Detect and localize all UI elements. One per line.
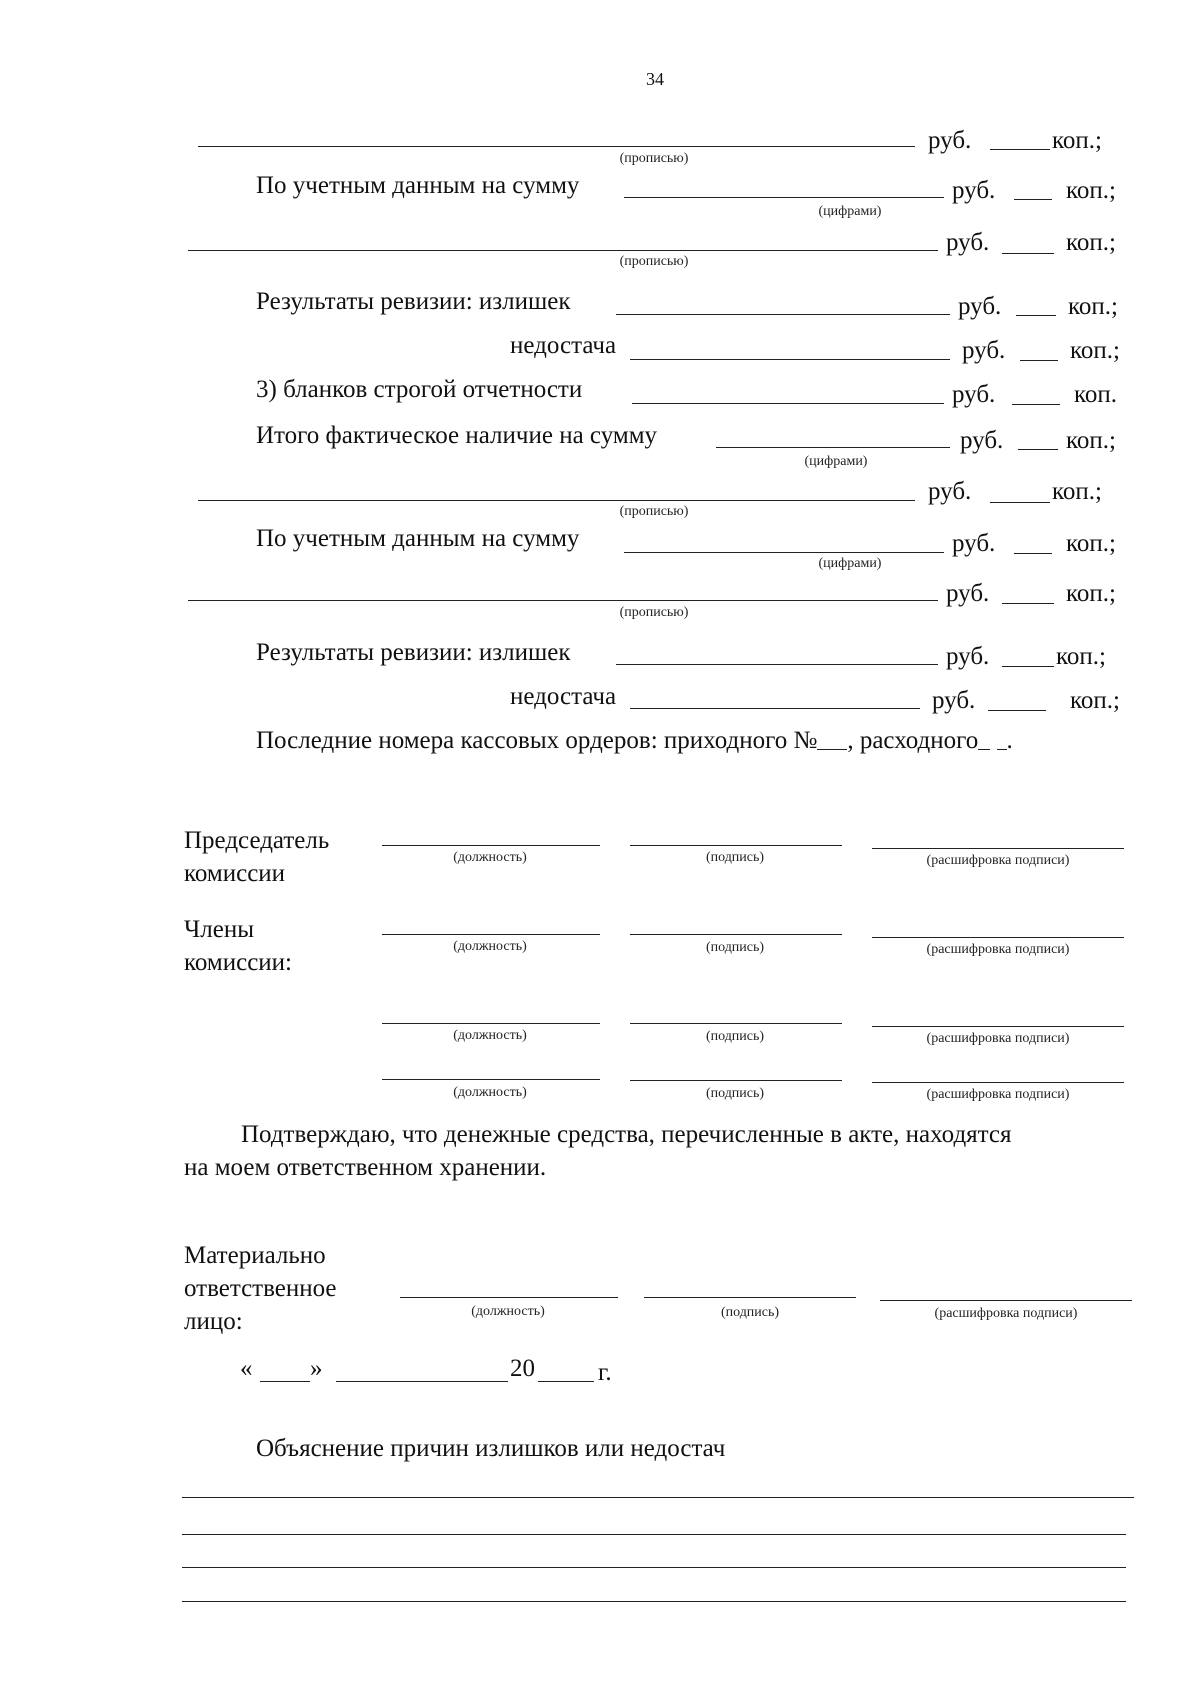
- rub-label: руб.: [928, 478, 972, 505]
- digits-caption: (цифрами): [818, 556, 882, 571]
- surplus-amount-line: [616, 314, 950, 315]
- decoding-caption: (расшифровка подписи): [926, 853, 1070, 868]
- rub-label: руб.: [952, 530, 996, 557]
- decoding-line: [872, 848, 1124, 849]
- rub-label: руб.: [946, 229, 990, 256]
- strict-forms-amount-line: [632, 403, 944, 404]
- position-line: [382, 845, 600, 846]
- explanation-line-2: [182, 1534, 1126, 1535]
- amount-words-line: [198, 500, 915, 501]
- signature-line: [630, 934, 842, 935]
- kop-label: коп.;: [1056, 643, 1106, 670]
- words-caption: (прописью): [619, 151, 689, 166]
- day-line: [260, 1381, 310, 1382]
- kop-label: коп.;: [1066, 427, 1116, 454]
- amount-words-line: [188, 600, 938, 601]
- kop-line: [1014, 553, 1052, 554]
- kop-line: [1020, 360, 1058, 361]
- audit-surplus-label: Результаты ревизии: излишек: [256, 288, 571, 315]
- decoding-caption: (расшифровка подписи): [926, 1087, 1070, 1102]
- words-caption: (прописью): [619, 605, 689, 620]
- amount-digits-line: [624, 197, 944, 198]
- position-line: [382, 934, 600, 935]
- confirmation-line1: Подтверждаю, что денежные средства, перечисленные в акте, находятся: [241, 1121, 1012, 1148]
- surplus-amount-line: [616, 664, 938, 665]
- shortage-amount-line: [630, 708, 920, 709]
- last-orders-incoming-text: Последние номера кассовых ордеров: приходного №: [256, 727, 818, 754]
- rub-label: руб.: [958, 293, 1002, 320]
- date-open-quote: «: [240, 1355, 253, 1382]
- rub-label: руб.: [932, 687, 976, 714]
- explanation-line-4: [182, 1601, 1126, 1602]
- explanation-title: Объяснение причин излишков или недостач: [256, 1435, 726, 1462]
- kop-label: коп.;: [1070, 337, 1120, 364]
- year-line: [538, 1381, 594, 1382]
- position-caption: (должность): [453, 850, 527, 865]
- confirmation-line2: на моем ответственном хранении.: [184, 1154, 547, 1181]
- kop-label: коп.;: [1066, 530, 1116, 557]
- position-line: [382, 1023, 600, 1024]
- shortage-label: недостача: [510, 332, 617, 359]
- kop-label: коп.;: [1066, 229, 1116, 256]
- responsible-label-line1: Материально: [184, 1242, 326, 1269]
- amount-words-line: [188, 250, 938, 251]
- position-line: [400, 1297, 618, 1298]
- words-caption: (прописью): [619, 254, 689, 269]
- rub-label: руб.: [928, 127, 972, 154]
- incoming-number-blank: [817, 749, 847, 750]
- year-suffix: г.: [598, 1359, 612, 1386]
- audit-surplus-label: Результаты ревизии: излишек: [256, 639, 571, 666]
- kop-line: [1016, 315, 1056, 316]
- amount-words-line: [198, 146, 915, 147]
- decoding-line: [872, 937, 1124, 938]
- shortage-amount-line: [630, 359, 950, 360]
- position-caption: (должность): [453, 1028, 527, 1043]
- shortage-label: недостача: [510, 683, 617, 710]
- rub-label: руб.: [946, 580, 990, 607]
- signature-caption: (подпись): [705, 1086, 765, 1101]
- date-close-quote: »: [310, 1355, 323, 1382]
- decoding-line: [872, 1026, 1124, 1027]
- responsible-label-line3: лицо:: [184, 1308, 243, 1335]
- signature-line: [630, 1023, 842, 1024]
- kop-line: [1018, 449, 1058, 450]
- signature-caption: (подпись): [705, 850, 765, 865]
- members-label-line1: Члены: [184, 916, 254, 943]
- total-actual-label: Итого фактическое наличие на сумму: [256, 422, 658, 449]
- words-caption: (прописью): [619, 504, 689, 519]
- rub-label: руб.: [960, 427, 1004, 454]
- kop-label: коп.;: [1070, 687, 1120, 714]
- kop-label: коп.: [1074, 381, 1118, 408]
- decoding-caption: (расшифровка подписи): [926, 942, 1070, 957]
- rub-label: руб.: [946, 643, 990, 670]
- digits-caption: (цифрами): [804, 454, 868, 469]
- position-caption: (должность): [453, 1085, 527, 1100]
- rub-label: руб.: [952, 381, 996, 408]
- rub-label: руб.: [952, 177, 996, 204]
- explanation-line-3: [182, 1567, 1126, 1568]
- last-orders-outgoing-text: , расходного: [847, 727, 979, 754]
- kop-line: [988, 710, 1046, 711]
- last-orders-label: [256, 728, 1013, 753]
- total-digits-line: [716, 447, 950, 448]
- decoding-line: [880, 1300, 1132, 1301]
- explanation-line-1: [182, 1497, 1134, 1498]
- digits-caption: (цифрами): [818, 204, 882, 219]
- outgoing-number-blank: [978, 749, 990, 750]
- month-line: [336, 1381, 508, 1382]
- by-accounting-label: По учетным данным на сумму: [256, 172, 580, 199]
- chairman-label-line1: Председатель: [184, 827, 330, 854]
- rub-label: руб.: [962, 337, 1006, 364]
- kop-line: [1002, 666, 1054, 667]
- kop-label: коп.;: [1068, 293, 1118, 320]
- position-caption: (должность): [471, 1304, 545, 1319]
- members-label-line2: комиссии:: [184, 949, 292, 976]
- kop-label: коп.;: [1052, 478, 1102, 505]
- signature-line: [630, 1080, 842, 1081]
- signature-line: [630, 845, 842, 846]
- signature-caption: (подпись): [720, 1305, 780, 1320]
- kop-line: [1002, 603, 1054, 604]
- responsible-label-line2: ответственное: [184, 1275, 337, 1302]
- by-accounting-label: По учетным данным на сумму: [256, 525, 580, 552]
- decoding-caption: (расшифровка подписи): [934, 1306, 1078, 1321]
- decoding-caption: (расшифровка подписи): [926, 1031, 1070, 1046]
- position-line: [382, 1079, 600, 1080]
- decoding-line: [872, 1082, 1124, 1083]
- kop-label: коп.;: [1066, 580, 1116, 607]
- kop-label: коп.;: [1066, 177, 1116, 204]
- strict-forms-label: 3) бланков строгой отчетности: [256, 376, 583, 403]
- page-number: 34: [646, 69, 664, 89]
- signature-caption: (подпись): [705, 1029, 765, 1044]
- kop-line: [1014, 199, 1052, 200]
- kop-line: [990, 149, 1050, 150]
- outgoing-number-blank-2: [997, 749, 1007, 750]
- last-orders-end: .: [1006, 727, 1013, 754]
- position-caption: (должность): [453, 939, 527, 954]
- kop-label: коп.;: [1052, 127, 1102, 154]
- chairman-label-line2: комиссии: [184, 860, 286, 887]
- signature-line: [644, 1297, 856, 1298]
- amount-digits-line: [624, 552, 944, 553]
- kop-line: [990, 502, 1050, 503]
- signature-caption: (подпись): [705, 940, 765, 955]
- kop-line: [1012, 404, 1060, 405]
- year-prefix: 20: [510, 1355, 535, 1382]
- kop-line: [1002, 253, 1054, 254]
